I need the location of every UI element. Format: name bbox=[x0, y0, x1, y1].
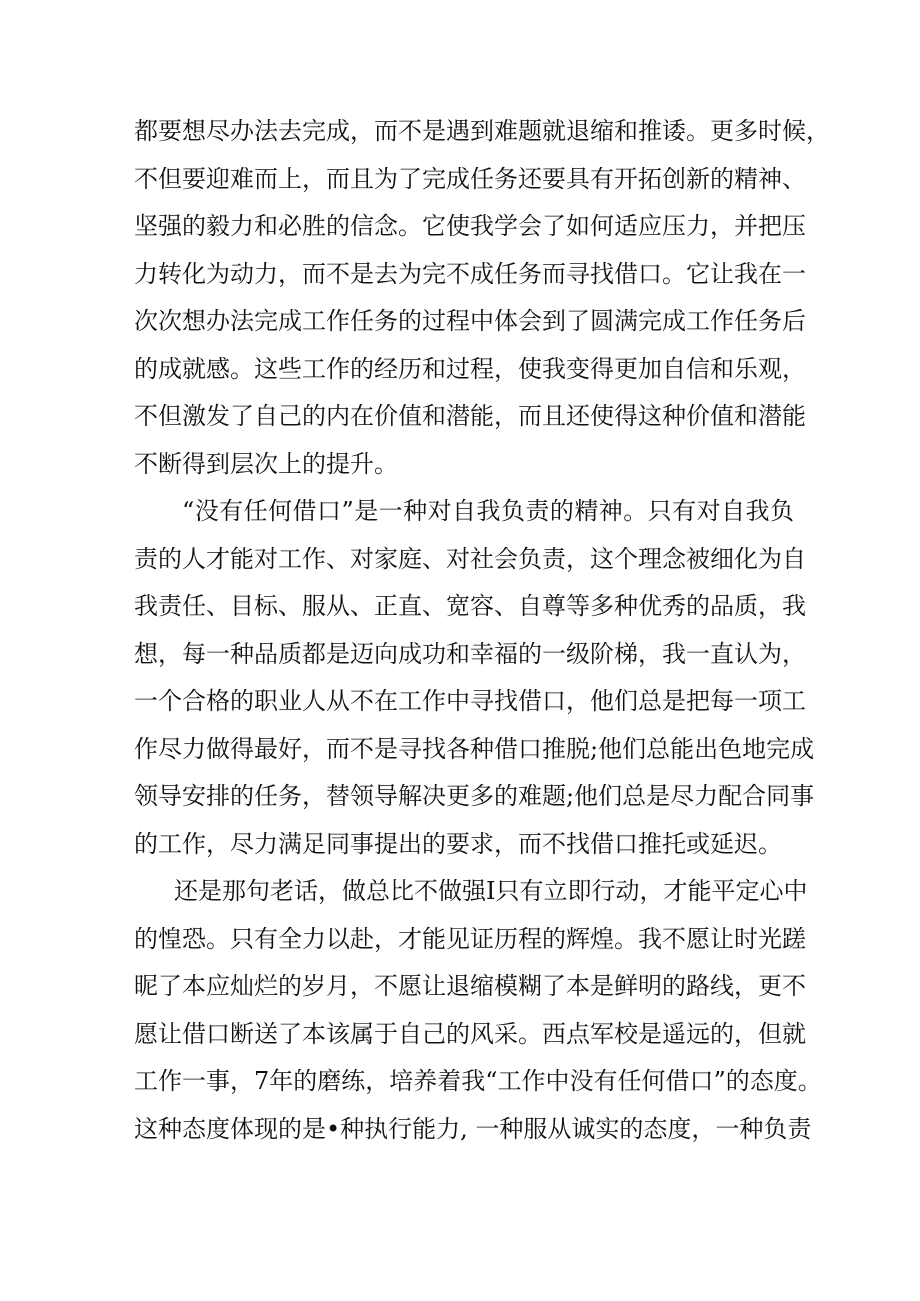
text-line: 工作一事，7年的磨练，培养着我“工作中没有任何借口”的态度。 bbox=[134, 1067, 822, 1095]
text-line: 还是那句老话，做总比不做强I只有立即行动，才能平定心中 bbox=[174, 877, 808, 905]
text-line: 昵了本应灿烂的岁月，不愿让退缩模糊了本是鲜明的路线，更不 bbox=[134, 972, 806, 1000]
text-line: 坚强的毅力和必胜的信念。它使我学会了如何适应压力，并把压 bbox=[134, 212, 806, 240]
text-line: “没有任何借口”是一种对自我负责的精神。只有对自我负 bbox=[182, 497, 794, 525]
paragraph-1 bbox=[134, 108, 830, 488]
text-line: 想，每一种品质都是迈向成功和幸福的一级阶梯，我一直认为， bbox=[134, 639, 806, 668]
paragraph-3 bbox=[134, 868, 822, 1153]
text-line: 作尽力做得最好，而不是寻找各种借口推脱;他们总能出色地完成 bbox=[134, 734, 815, 763]
text-line: 愿让借口断送了本该属于自己的风采。西点军校是遥远的，但就 bbox=[134, 1019, 806, 1048]
text-line: 领导安排的任务，替领导解决更多的难题;他们总是尽力配合同事 bbox=[134, 782, 815, 810]
document-body bbox=[134, 108, 830, 1153]
text-line: 都要想尽办法去完成，而不是遇到难题就退缩和推诿。更多时候， bbox=[134, 117, 830, 145]
text-line: 一个合格的职业人从不在工作中寻找借口，他们总是把每一项工 bbox=[134, 687, 806, 715]
text-line: 不但要迎难而上，而且为了完成任务还要具有开拓创新的精神、 bbox=[134, 164, 806, 193]
text-line: 力转化为动力，而不是去为完不成任务而寻找借口。它让我在一 bbox=[134, 259, 806, 288]
text-line: 我责任、目标、服从、正直、宽容、自尊等多种优秀的品质，我 bbox=[134, 592, 806, 620]
text-line: 这种态度体现的是•种执行能力, 一种服从诚实的态度，一种负责 bbox=[134, 1114, 812, 1143]
text-line: 不但激发了自己的内在价值和潜能，而且还使得这种价值和潜能 bbox=[134, 402, 806, 430]
paragraph-2 bbox=[134, 488, 815, 868]
text-line: 的成就感。这些工作的经历和过程，使我变得更加自信和乐观， bbox=[134, 354, 806, 383]
text-line: 次次想办法完成工作任务的过程中体会到了圆满完成工作任务后 bbox=[134, 307, 806, 335]
text-line: 的工作，尽力满足同事提出的要求，而不找借口推托或延迟。 bbox=[134, 829, 782, 858]
text-line: 不断得到层次上的提升。 bbox=[134, 449, 398, 478]
text-line: 责的人才能对工作、对家庭、对社会负责，这个理念被细化为自 bbox=[134, 544, 806, 573]
text-line: 的惶恐。只有全力以赴，才能见证历程的辉煌。我不愿让时光蹉 bbox=[134, 924, 806, 953]
